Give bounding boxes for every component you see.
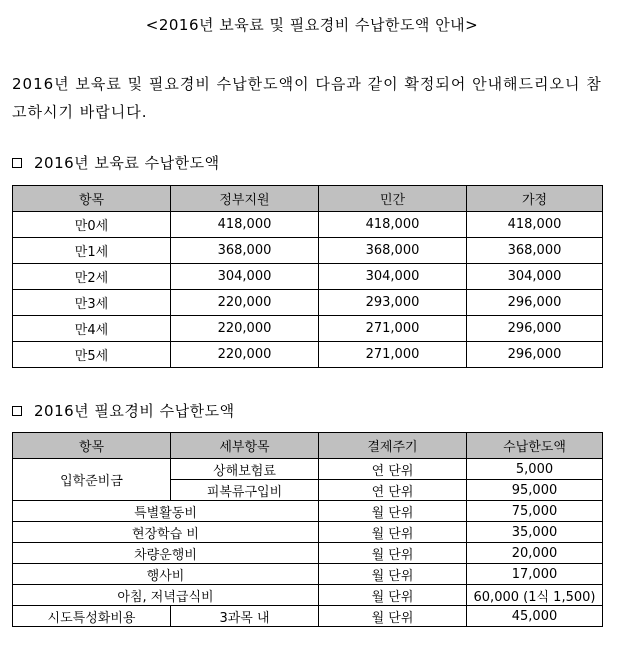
table-cell: 368,000 xyxy=(171,238,319,264)
table-cell: 293,000 xyxy=(319,290,467,316)
table-row xyxy=(13,238,603,264)
table-cell: 45,000 xyxy=(467,606,603,627)
page-title: <2016년 보육료 및 필요경비 수납한도액 안내> xyxy=(145,16,479,34)
table-cell: 20,000 xyxy=(467,543,603,564)
table-cell: 월 단위 xyxy=(319,606,467,627)
table-cell: 296,000 xyxy=(467,316,603,342)
header-cell: 결제주기 xyxy=(319,433,467,459)
table-cell: 만5세 xyxy=(13,342,171,368)
intro-text: 2016년 보육료 및 필요경비 수납한도액이 다음과 같이 확정되어 안내해드리오니 참고하시기 바랍니다. xyxy=(12,75,602,121)
table-row xyxy=(13,501,603,522)
table-cell: 418,000 xyxy=(467,212,603,238)
table-cell: 차량운행비 xyxy=(13,543,319,564)
header-cell: 항목 xyxy=(13,186,171,212)
header-cell: 세부항목 xyxy=(171,433,319,459)
header-cell: 정부지원 xyxy=(171,186,319,212)
table-cell: 271,000 xyxy=(319,316,467,342)
table-cell: 418,000 xyxy=(319,212,467,238)
table-cell: 월 단위 xyxy=(319,522,467,543)
table-header-row xyxy=(13,433,603,459)
table-cell: 만2세 xyxy=(13,264,171,290)
table-cell: 304,000 xyxy=(467,264,603,290)
checkbox-icon xyxy=(12,406,22,416)
table-cell: 75,000 xyxy=(467,501,603,522)
table-cell: 17,000 xyxy=(467,564,603,585)
table-cell: 특별활동비 xyxy=(13,501,319,522)
expense-section-title: 2016년 필요경비 수납한도액 xyxy=(34,402,235,420)
table-cell: 연 단위 xyxy=(319,480,467,501)
table-cell: 아침, 저녁급식비 xyxy=(13,585,319,606)
header-cell: 항목 xyxy=(13,433,171,459)
fee-table xyxy=(12,185,603,368)
table-cell: 입학준비금 xyxy=(13,459,171,501)
table-cell: 월 단위 xyxy=(319,585,467,606)
table-cell: 월 단위 xyxy=(319,501,467,522)
header-cell: 가정 xyxy=(467,186,603,212)
table-cell: 35,000 xyxy=(467,522,603,543)
table-cell: 연 단위 xyxy=(319,459,467,480)
table-cell: 304,000 xyxy=(319,264,467,290)
table-cell: 304,000 xyxy=(171,264,319,290)
checkbox-icon xyxy=(12,158,22,168)
table-cell: 296,000 xyxy=(467,342,603,368)
table-cell: 현장학습 비 xyxy=(13,522,319,543)
table-row xyxy=(13,290,603,316)
table-cell: 행사비 xyxy=(13,564,319,585)
table-cell: 95,000 xyxy=(467,480,603,501)
table-cell: 5,000 xyxy=(467,459,603,480)
table-cell: 60,000 (1식 1,500) xyxy=(467,585,603,606)
fee-section-title: 2016년 보육료 수납한도액 xyxy=(34,154,220,172)
table-row xyxy=(13,459,603,480)
table-cell: 만4세 xyxy=(13,316,171,342)
table-cell: 피복류구입비 xyxy=(171,480,319,501)
table-cell: 368,000 xyxy=(467,238,603,264)
table-row xyxy=(13,212,603,238)
table-cell: 220,000 xyxy=(171,342,319,368)
table-row xyxy=(13,342,603,368)
header-cell: 수납한도액 xyxy=(467,433,603,459)
table-cell: 296,000 xyxy=(467,290,603,316)
table-row xyxy=(13,316,603,342)
table-cell: 만3세 xyxy=(13,290,171,316)
table-cell: 368,000 xyxy=(319,238,467,264)
table-cell: 220,000 xyxy=(171,316,319,342)
table-cell: 418,000 xyxy=(171,212,319,238)
table-cell: 월 단위 xyxy=(319,564,467,585)
table-cell: 3과목 내 xyxy=(171,606,319,627)
table-cell: 220,000 xyxy=(171,290,319,316)
table-cell: 만0세 xyxy=(13,212,171,238)
table-cell: 만1세 xyxy=(13,238,171,264)
header-cell: 민간 xyxy=(319,186,467,212)
table-row xyxy=(13,564,603,585)
table-cell: 시도특성화비용 xyxy=(13,606,171,627)
table-header-row xyxy=(13,186,603,212)
table-row xyxy=(13,606,603,627)
table-row xyxy=(13,543,603,564)
table-cell: 271,000 xyxy=(319,342,467,368)
expense-table xyxy=(12,432,603,627)
table-cell: 월 단위 xyxy=(319,543,467,564)
table-row xyxy=(13,522,603,543)
table-cell: 상해보험료 xyxy=(171,459,319,480)
table-row xyxy=(13,264,603,290)
table-row xyxy=(13,585,603,606)
expense-section-heading xyxy=(12,400,235,421)
fee-section-heading xyxy=(12,152,220,173)
